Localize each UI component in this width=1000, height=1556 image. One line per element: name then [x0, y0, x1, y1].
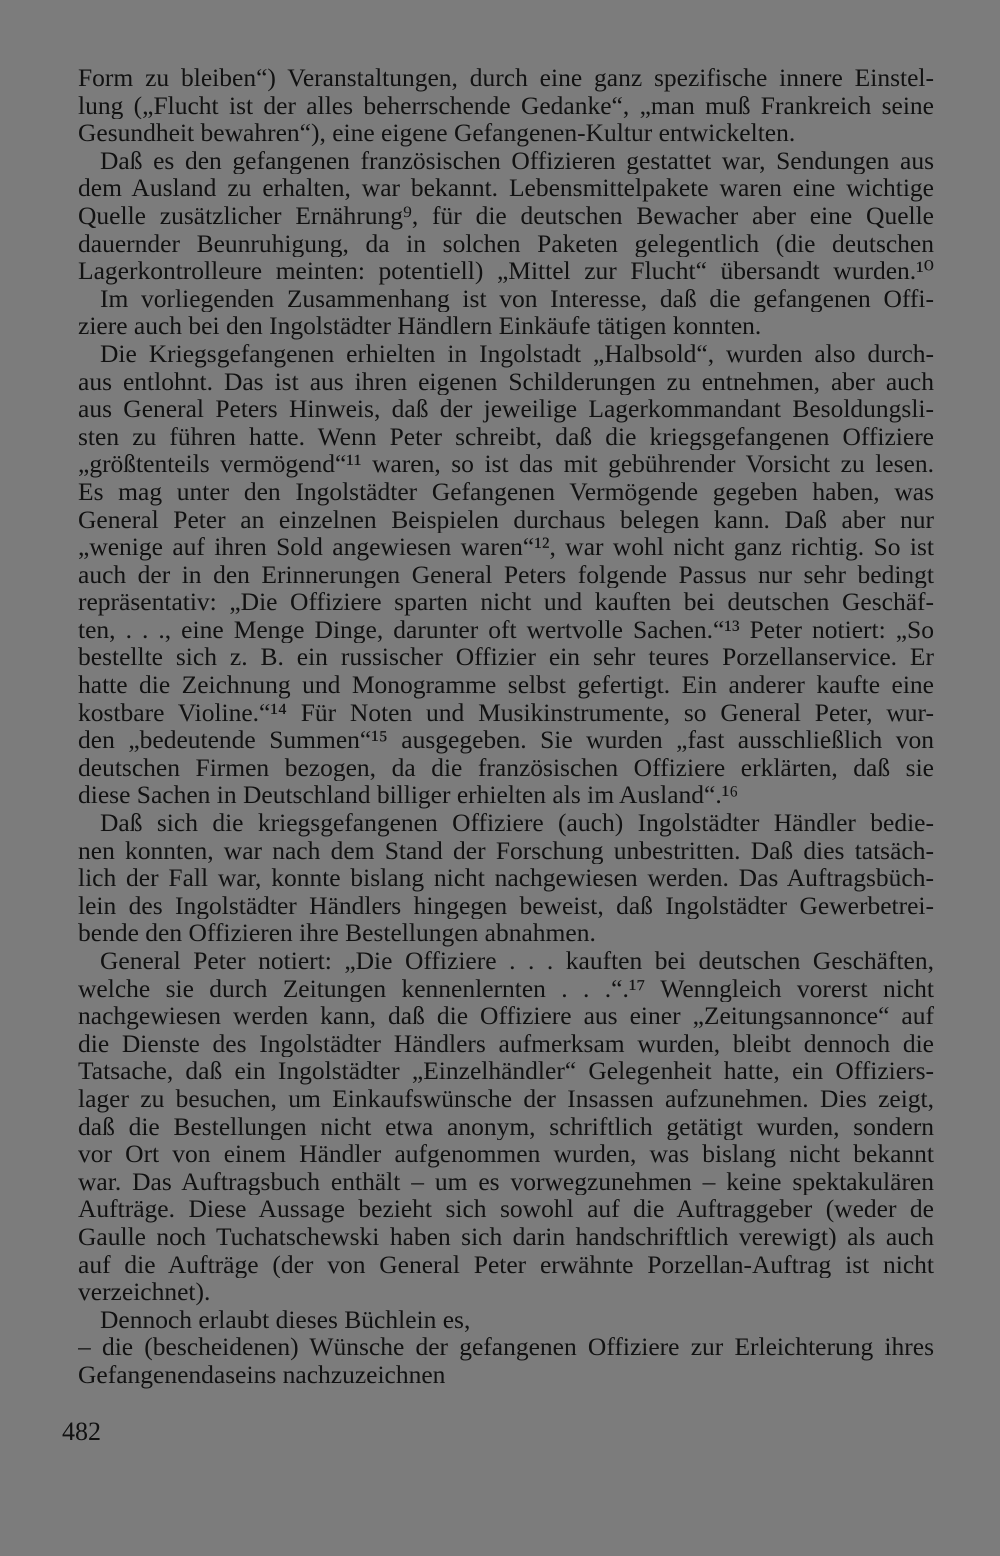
text-line: deutschen Firmen bezogen, da die französischen Offiziere erklärten, daß sie: [78, 753, 934, 782]
text-line: Im vorliegenden Zusammenhang ist von Interesse, daß die gefangenen Offi-: [100, 284, 934, 313]
text-line: die Dienste des Ingolstädter Händlers aufmerksam wurden, bleibt dennoch die: [78, 1029, 934, 1058]
paragraph-2: [78, 147, 934, 285]
paragraph-8: [78, 1333, 934, 1388]
text-line: auch der in den Erinnerungen General Peters folgende Passus nur sehr bedingt: [78, 560, 934, 589]
paragraph-1: [78, 64, 934, 147]
paragraph-4: [78, 340, 934, 809]
text-line: nen konnten, war nach dem Stand der Forschung unbestritten. Daß dies tatsäch-: [78, 836, 934, 865]
text-line: Form zu bleiben“) Veranstaltungen, durch eine ganz spezifische innere Einstel-: [78, 64, 934, 92]
paragraph-6: [78, 947, 934, 1306]
text-line: Lagerkontrolleure meinten: potentiell) „Mittel zur Flucht“ übersandt wurden.¹⁰: [78, 257, 934, 285]
text-line: welche sie durch Zeitungen kennenlernten . . .“.¹⁷ Wenngleich vorerst nicht: [78, 974, 934, 1003]
text-line: nachgewiesen werden kann, daß die Offiziere aus einer „Zeitungsannonce“ auf: [78, 1002, 934, 1030]
text-line: lung („Flucht ist der alles beherrschende Gedanke“, „man muß Frankreich seine: [78, 91, 934, 120]
text-line: repräsentativ: „Die Offiziere sparten nicht und kauften bei deutschen Geschäf-: [78, 588, 934, 616]
page-number: 482: [62, 1417, 101, 1446]
text-line: – die (bescheidenen) Wünsche der gefangenen Offiziere zur Erleichterung ihres: [78, 1333, 934, 1361]
text-line: ten, . . ., eine Menge Dinge, darunter oft wertvolle Sachen.“¹³ Peter notiert: „So: [78, 615, 934, 644]
text-line: „wenige auf ihren Sold angewiesen waren“¹², war wohl nicht ganz richtig. So ist: [78, 533, 934, 561]
text-line: Dennoch erlaubt dieses Büchlein es,: [100, 1305, 471, 1334]
paragraph-5: [78, 809, 934, 947]
text-line: Gesundheit bewahren“), eine eigene Gefangenen-Kultur entwickelten.: [78, 119, 796, 147]
text-line: daß die Bestellungen nicht etwa anonym, schriftlich getätigt wurden, sondern: [78, 1112, 934, 1141]
text-line: „größtenteils vermögend“¹¹ waren, so ist das mit gebührender Vorsicht zu lesen.: [78, 450, 934, 478]
text-line: Die Kriegsgefangenen erhielten in Ingolstadt „Halbsold“, wurden also durch-: [100, 339, 934, 368]
text-line: bestellte sich z. B. ein russischer Offizier ein sehr teures Porzellanservice. Er: [78, 643, 934, 672]
text-line: vor Ort von einem Händler aufgenommen wurden, was bislang nicht bekannt: [78, 1140, 934, 1168]
text-line: Es mag unter den Ingolstädter Gefangenen Vermögende gegeben haben, was: [78, 477, 934, 506]
text-line: General Peter an einzelnen Beispielen durchaus belegen kann. Daß aber nur: [78, 505, 934, 534]
page-body: [78, 64, 934, 1389]
text-line: hatte die Zeichnung und Monogramme selbst gefertigt. Ein anderer kaufte eine: [78, 671, 934, 699]
text-line: ziere auch bei den Ingolstädter Händlern Einkäufe tätigen konnten.: [78, 312, 762, 340]
text-line: auf die Aufträge (der von General Peter erwähnte Porzellan-Auftrag ist nicht: [78, 1250, 934, 1279]
text-line: war. Das Auftragsbuch enthält – um es vorwegzunehmen – keine spektakulären: [78, 1167, 934, 1196]
paragraph-7: [78, 1306, 934, 1334]
text-line: Daß es den gefangenen französischen Offizieren gestattet war, Sendungen aus: [100, 146, 934, 175]
text-line: Tatsache, daß ein Ingolstädter „Einzelhändler“ Gelegenheit hatte, ein Offiziers-: [78, 1057, 934, 1085]
text-line: dauernder Beunruhigung, da in solchen Paketen gelegentlich (die deutschen: [78, 229, 934, 258]
text-line: sten zu führen hatte. Wenn Peter schreibt, daß die kriegsgefangenen Offiziere: [78, 422, 934, 451]
text-line: lein des Ingolstädter Händlers hingegen beweist, daß Ingolstädter Gewerbetrei-: [78, 891, 934, 920]
text-line: diese Sachen in Deutschland billiger erhielten als im Ausland“.¹⁶: [78, 781, 739, 810]
text-line: bende den Offizieren ihre Bestellungen abnahmen.: [78, 919, 596, 947]
text-line: General Peter notiert: „Die Offiziere . . . kauften bei deutschen Geschäften,: [100, 947, 934, 975]
text-line: Daß sich die kriegsgefangenen Offiziere (auch) Ingolstädter Händler bedie-: [100, 809, 934, 837]
text-line: Gaulle noch Tuchatschewski haben sich darin handschriftlich verewigt) als auch: [78, 1222, 934, 1251]
text-line: Aufträge. Diese Aussage bezieht sich sowohl auf die Auftraggeber (weder de: [78, 1195, 934, 1223]
text-line: den „bedeutende Summen“¹⁵ ausgegeben. Sie wurden „fast ausschließlich von: [78, 726, 934, 754]
paragraph-3: [78, 285, 934, 340]
text-line: verzeichnet).: [78, 1278, 211, 1306]
text-line: Quelle zusätzlicher Ernährung⁹, für die deutschen Bewacher aber eine Quelle: [78, 201, 934, 230]
text-line: kostbare Violine.“¹⁴ Für Noten und Musikinstrumente, so General Peter, wur-: [78, 698, 934, 727]
text-line: lager zu besuchen, um Einkaufswünsche der Insassen aufzunehmen. Dies zeigt,: [78, 1084, 934, 1113]
text-line: aus General Peters Hinweis, daß der jeweilige Lagerkommandant Besoldungsli-: [78, 395, 934, 423]
text-line: aus entlohnt. Das ist aus ihren eigenen Schilderungen zu entnehmen, aber auch: [78, 367, 934, 396]
text-line: dem Ausland zu erhalten, war bekannt. Lebensmittelpakete waren eine wichtige: [78, 174, 934, 202]
text-line: Gefangenendaseins nachzuzeichnen: [78, 1360, 446, 1389]
text-line: lich der Fall war, konnte bislang nicht nachgewiesen werden. Das Auftragsbüch-: [78, 864, 934, 892]
